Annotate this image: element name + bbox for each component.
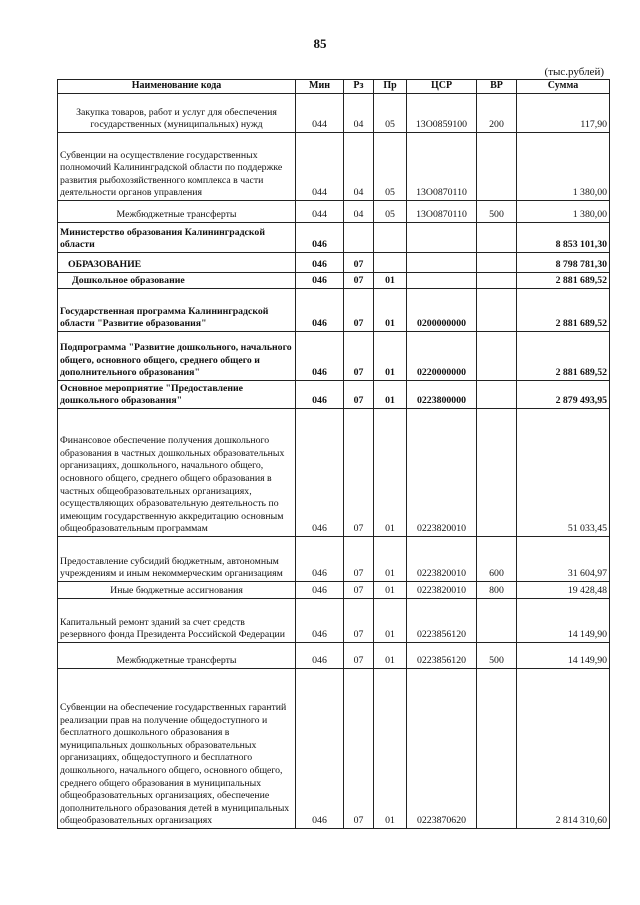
row-vr <box>477 289 517 332</box>
row-name: Межбюджетные трансферты <box>58 643 296 669</box>
row-sum: 2 814 310,60 <box>517 669 610 829</box>
row-name: Финансовое обеспечение получения дошкольного образования в частных дошкольных образовательных организациях, дошкольного, начального общего, основного общего, среднего общего образования в частных общеобразовательных организациях, осуществляющих образовательную деятельность по имеющим государственную аккредитацию основным общеобразовательным программам <box>58 409 296 537</box>
row-name: Государственная программа Калининградской области "Развитие образования" <box>58 289 296 332</box>
row-sum: 2 881 689,52 <box>517 273 610 289</box>
table-row <box>58 669 610 829</box>
table-row <box>58 332 610 381</box>
row-min: 046 <box>296 537 344 582</box>
row-min: 044 <box>296 201 344 223</box>
row-min: 046 <box>296 253 344 273</box>
row-rz: 07 <box>344 643 374 669</box>
row-csr: 0223820010 <box>407 582 477 599</box>
row-csr: 0223856120 <box>407 643 477 669</box>
row-sum: 8 853 101,30 <box>517 223 610 253</box>
row-pr <box>374 223 407 253</box>
row-vr <box>477 223 517 253</box>
row-name: Подпрограмма "Развитие дошкольного, начального общего, основного общего, среднего общего и дополнительного образования" <box>58 332 296 381</box>
row-csr: 0223820010 <box>407 537 477 582</box>
row-pr: 01 <box>374 582 407 599</box>
row-name: Предоставление субсидий бюджетным, автономным учреждениям и иным некоммерческим организациям <box>58 537 296 582</box>
row-vr: 800 <box>477 582 517 599</box>
row-pr: 05 <box>374 201 407 223</box>
row-pr: 01 <box>374 289 407 332</box>
row-pr: 01 <box>374 273 407 289</box>
row-rz: 07 <box>344 253 374 273</box>
table-row <box>58 289 610 332</box>
row-sum: 1 380,00 <box>517 133 610 201</box>
header-vr: ВР <box>477 80 517 94</box>
row-name: Иные бюджетные ассигнования <box>58 582 296 599</box>
table-header-row <box>58 80 610 94</box>
row-min: 044 <box>296 133 344 201</box>
row-csr <box>407 223 477 253</box>
row-vr <box>477 669 517 829</box>
row-sum: 14 149,90 <box>517 599 610 643</box>
table-row <box>58 273 610 289</box>
header-sum: Сумма <box>517 80 610 94</box>
row-min: 046 <box>296 599 344 643</box>
row-name: Закупка товаров, работ и услуг для обеспечения государственных (муниципальных) нужд <box>58 94 296 133</box>
row-csr: 13О0870110 <box>407 133 477 201</box>
row-sum: 2 879 493,95 <box>517 381 610 409</box>
row-min: 044 <box>296 94 344 133</box>
row-sum: 14 149,90 <box>517 643 610 669</box>
budget-table <box>57 79 610 829</box>
row-rz: 07 <box>344 273 374 289</box>
header-min: Мин <box>296 80 344 94</box>
row-vr <box>477 133 517 201</box>
row-vr: 200 <box>477 94 517 133</box>
row-min: 046 <box>296 643 344 669</box>
unit-label: (тыс.рублей) <box>544 66 604 78</box>
row-pr: 01 <box>374 537 407 582</box>
table-row <box>58 253 610 273</box>
row-vr: 600 <box>477 537 517 582</box>
row-vr <box>477 332 517 381</box>
table-row <box>58 381 610 409</box>
row-pr: 01 <box>374 599 407 643</box>
row-rz: 04 <box>344 94 374 133</box>
row-name: Дошкольное образование <box>58 273 296 289</box>
row-min: 046 <box>296 409 344 537</box>
row-sum: 117,90 <box>517 94 610 133</box>
table-row <box>58 409 610 537</box>
row-vr: 500 <box>477 201 517 223</box>
row-sum: 8 798 781,30 <box>517 253 610 273</box>
row-csr: 13О0870110 <box>407 201 477 223</box>
row-min: 046 <box>296 332 344 381</box>
row-rz: 07 <box>344 409 374 537</box>
row-sum: 31 604,97 <box>517 537 610 582</box>
row-sum: 51 033,45 <box>517 409 610 537</box>
row-csr <box>407 273 477 289</box>
row-rz <box>344 223 374 253</box>
row-pr: 05 <box>374 94 407 133</box>
row-vr: 500 <box>477 643 517 669</box>
row-rz: 07 <box>344 669 374 829</box>
table-row <box>58 133 610 201</box>
row-csr: 0223870620 <box>407 669 477 829</box>
row-csr <box>407 253 477 273</box>
row-vr <box>477 273 517 289</box>
row-vr <box>477 599 517 643</box>
row-csr: 0223800000 <box>407 381 477 409</box>
row-sum: 19 428,48 <box>517 582 610 599</box>
row-min: 046 <box>296 669 344 829</box>
header-csr: ЦСР <box>407 80 477 94</box>
table-row <box>58 223 610 253</box>
row-pr: 05 <box>374 133 407 201</box>
row-sum: 2 881 689,52 <box>517 332 610 381</box>
header-pr: Пр <box>374 80 407 94</box>
row-rz: 07 <box>344 289 374 332</box>
header-rz: Рз <box>344 80 374 94</box>
row-csr: 0220000000 <box>407 332 477 381</box>
row-rz: 04 <box>344 133 374 201</box>
row-name: Основное мероприятие "Предоставление дошкольного образования" <box>58 381 296 409</box>
row-name: Министерство образования Калининградской области <box>58 223 296 253</box>
row-min: 046 <box>296 582 344 599</box>
row-rz: 07 <box>344 582 374 599</box>
row-name: Межбюджетные трансферты <box>58 201 296 223</box>
table-row <box>58 201 610 223</box>
row-pr: 01 <box>374 643 407 669</box>
row-min: 046 <box>296 381 344 409</box>
row-csr: 0200000000 <box>407 289 477 332</box>
row-pr: 01 <box>374 332 407 381</box>
row-pr: 01 <box>374 669 407 829</box>
row-name: Капитальный ремонт зданий за счет средств резервного фонда Президента Российской Федерации <box>58 599 296 643</box>
table-row <box>58 582 610 599</box>
table-row <box>58 537 610 582</box>
table-row <box>58 643 610 669</box>
row-csr: 13О0859100 <box>407 94 477 133</box>
row-pr: 01 <box>374 409 407 537</box>
row-rz: 04 <box>344 201 374 223</box>
row-sum: 1 380,00 <box>517 201 610 223</box>
row-csr: 0223856120 <box>407 599 477 643</box>
row-vr <box>477 381 517 409</box>
row-name: Субвенции на обеспечение государственных гарантий реализации прав на получение общедоступного и бесплатного дошкольного образования в муниципальных дошкольных образовательных организациях, общедоступного и бесплатного дошкольного, начального общего, основного общего, среднего общего образования в муниципальных общеобразовательных организациях, обеспечение дополнительного образования детей в муниципальных общеобразовательных организациях <box>58 669 296 829</box>
row-min: 046 <box>296 273 344 289</box>
row-pr: 01 <box>374 381 407 409</box>
row-vr <box>477 409 517 537</box>
row-name: ОБРАЗОВАНИЕ <box>58 253 296 273</box>
row-sum: 2 881 689,52 <box>517 289 610 332</box>
row-min: 046 <box>296 289 344 332</box>
row-rz: 07 <box>344 599 374 643</box>
row-rz: 07 <box>344 332 374 381</box>
row-pr <box>374 253 407 273</box>
page-number: 85 <box>313 36 327 51</box>
row-vr <box>477 253 517 273</box>
row-name: Субвенции на осуществление государственных полномочий Калининградской области по поддержке развития рыбохозяйственного комплекса в части деятельности органов управления <box>58 133 296 201</box>
row-rz: 07 <box>344 381 374 409</box>
header-name: Наименование кода <box>58 80 296 94</box>
table-row <box>58 94 610 133</box>
row-min: 046 <box>296 223 344 253</box>
table-row <box>58 599 610 643</box>
row-rz: 07 <box>344 537 374 582</box>
row-csr: 0223820010 <box>407 409 477 537</box>
